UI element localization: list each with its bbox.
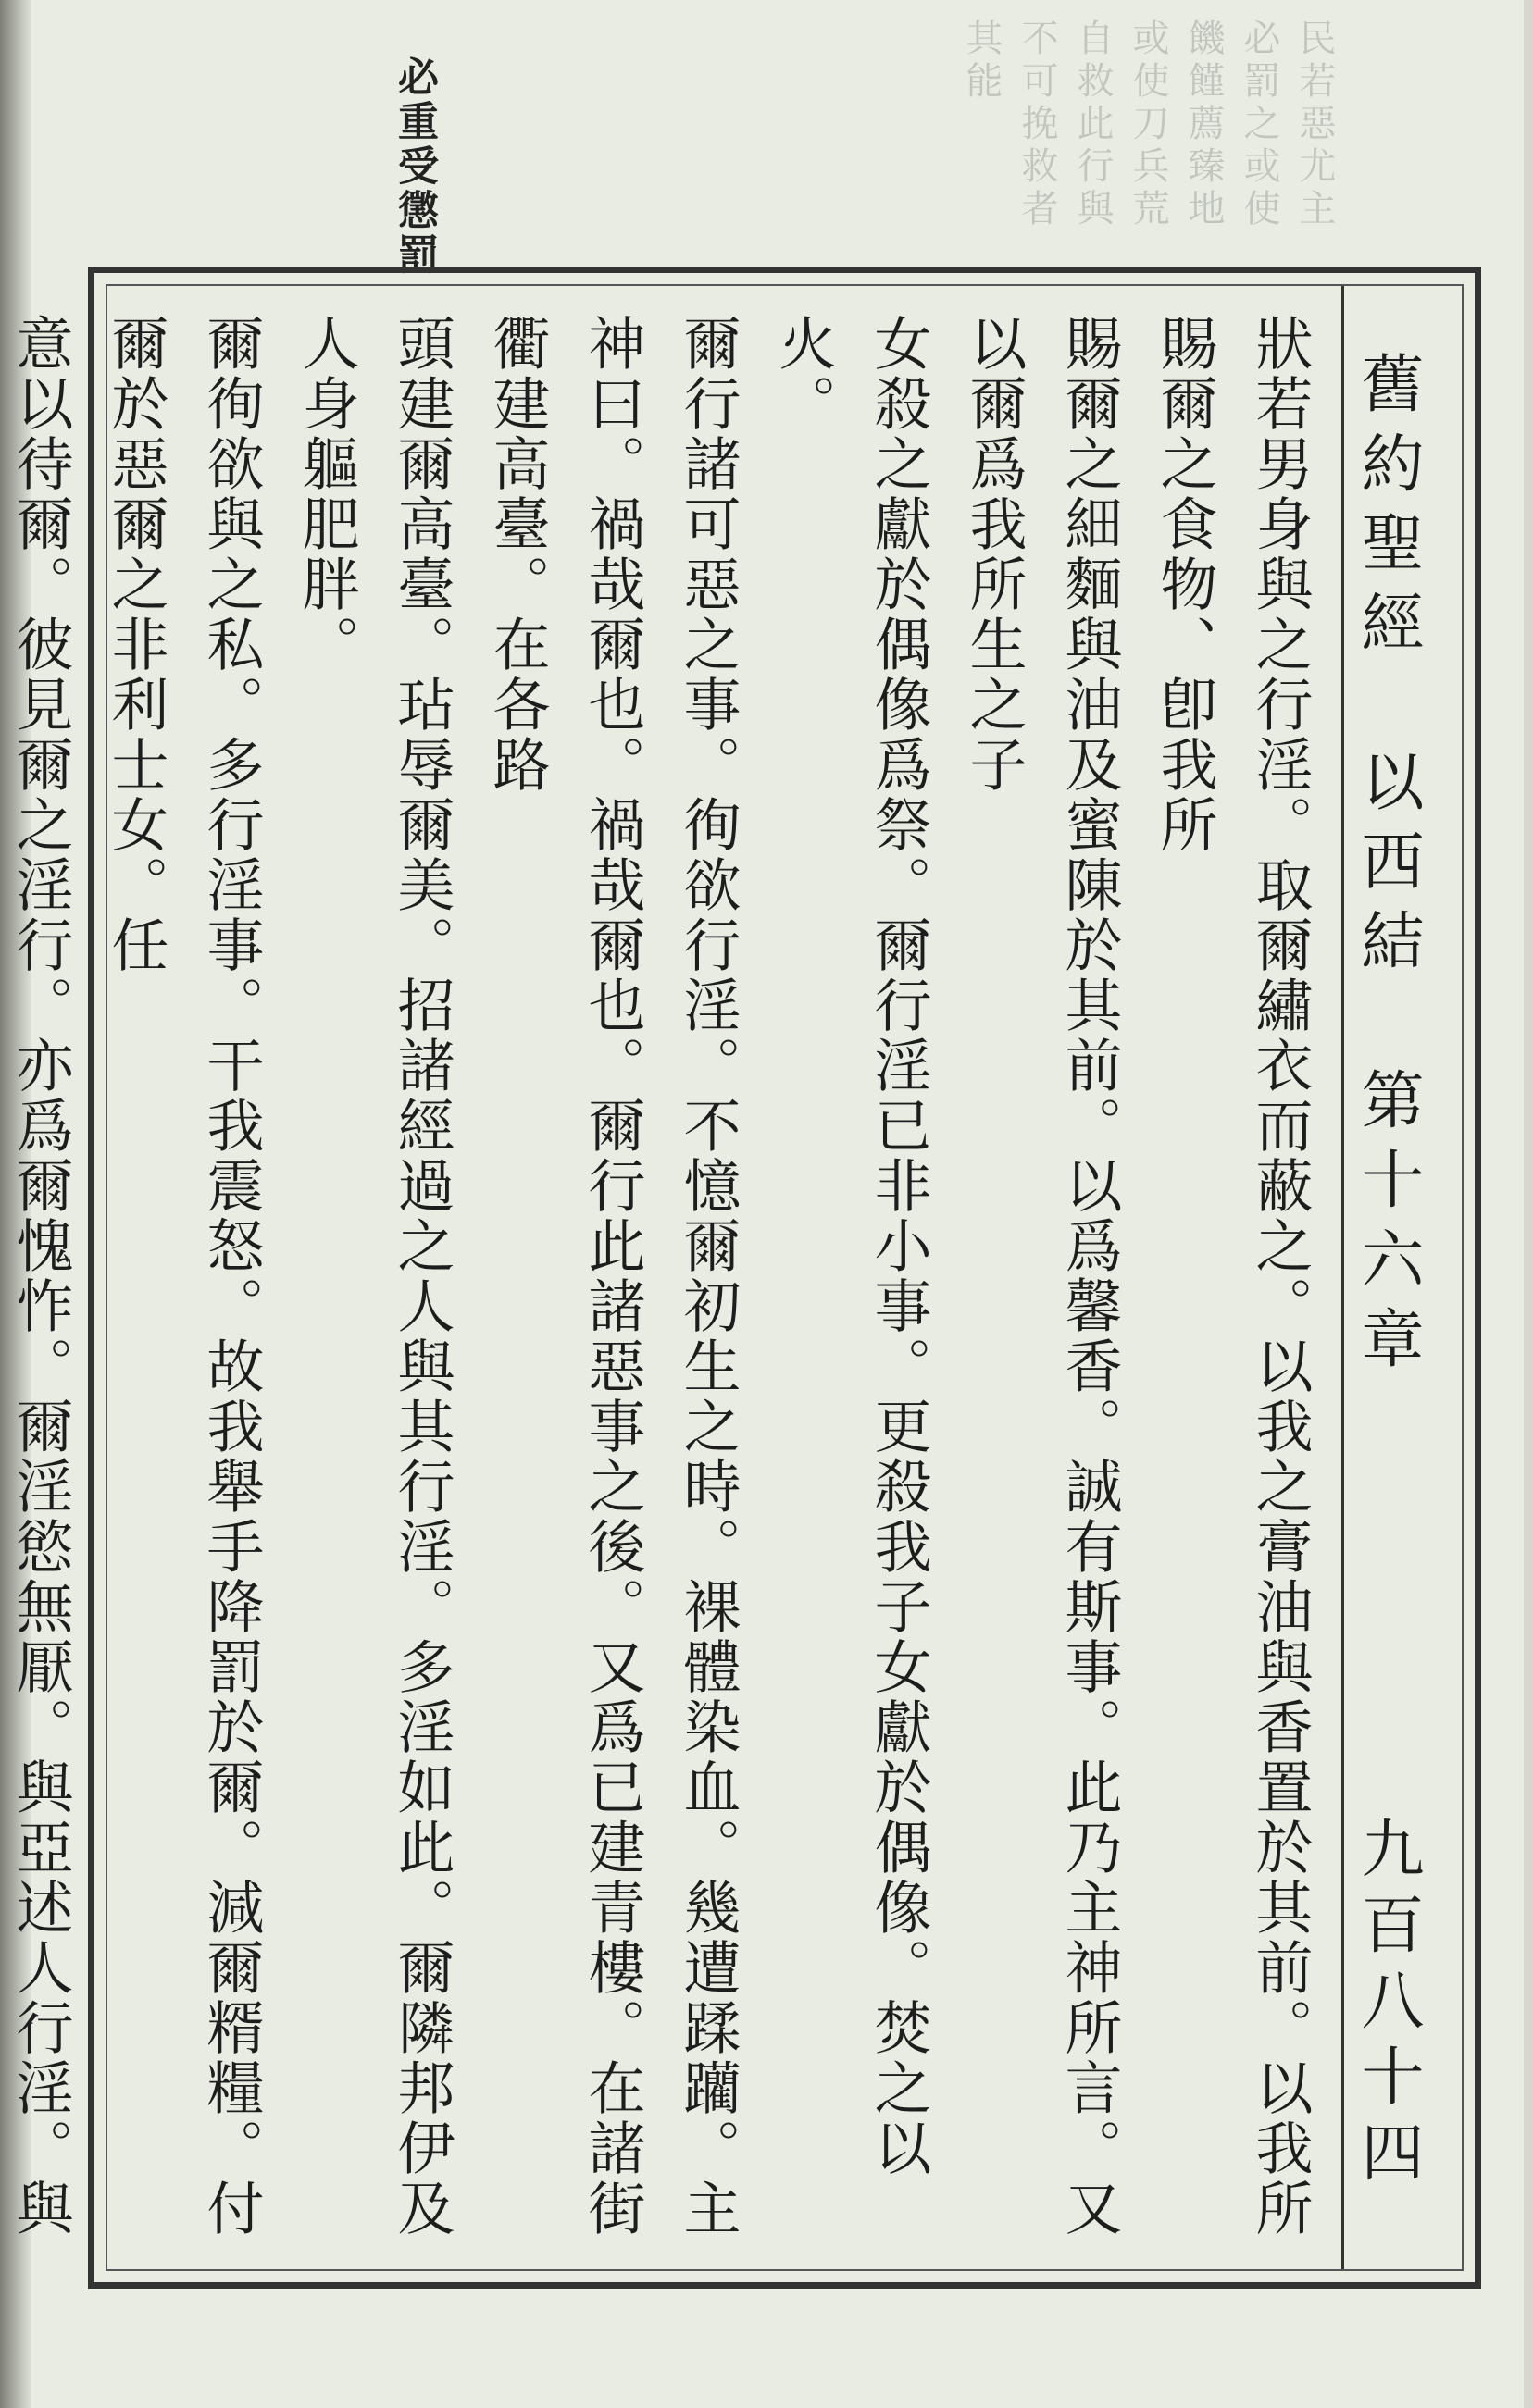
text-line: 賜爾之細麵與油及蜜陳於其前。以爲馨香。誠有斯事。此乃主神所言。又以爾爲我所生之子 — [960, 314, 1123, 2239]
scripture-body — [6, 314, 1327, 2271]
text-line: 爾徇欲與之私。多行淫事。干我震怒。故我舉手降罰於爾。減爾糈糧。付爾於惡爾之非利士女。任 — [102, 314, 265, 2239]
page-edge — [1524, 0, 1533, 2408]
margin-note: 必重受懲罰 — [391, 56, 438, 278]
text-frame-inner — [6, 284, 1464, 2271]
text-line: 頭建爾高臺。玷辱爾美。招諸經過之人與其行淫。多淫如此。爾隣邦伊及人身軀肥胖。 — [293, 314, 455, 2239]
running-header — [1341, 286, 1462, 2269]
text-line: 狀若男身與之行淫。取爾繡衣而蔽之。以我之膏油與香置於其前。以我所賜爾之食物、卽我所 — [1151, 314, 1314, 2239]
text-line: 爾行諸可惡之事。徇欲行淫。不憶爾初生之時。裸體染血。幾遭蹂躪。主 — [674, 314, 742, 2239]
text-line: 意以待爾。彼見爾之淫行。亦爲爾愧怍。爾淫慾無厭。與亞述人行淫。與 — [6, 314, 74, 2239]
text-frame — [6, 267, 1481, 2289]
book-chapter-title: 舊約聖經 以西結 第十六章 — [1351, 351, 1424, 1385]
bleed-through-text: 民若惡尤主必罰之或使饑饉薦臻地或使刀兵荒 自救此行與不可挽救者其能 — [960, 19, 1336, 231]
text-line: 神曰。禍哉爾也。禍哉爾也。爾行此諸惡事之後。又爲已建青樓。在諸街衢建高臺。在各路 — [483, 314, 646, 2239]
text-line: 女殺之獻於偶像爲祭。爾行淫已非小事。更殺我子女獻於偶像。焚之以火。 — [769, 314, 932, 2178]
page-number: 九百八十四 — [1351, 1816, 1424, 2195]
